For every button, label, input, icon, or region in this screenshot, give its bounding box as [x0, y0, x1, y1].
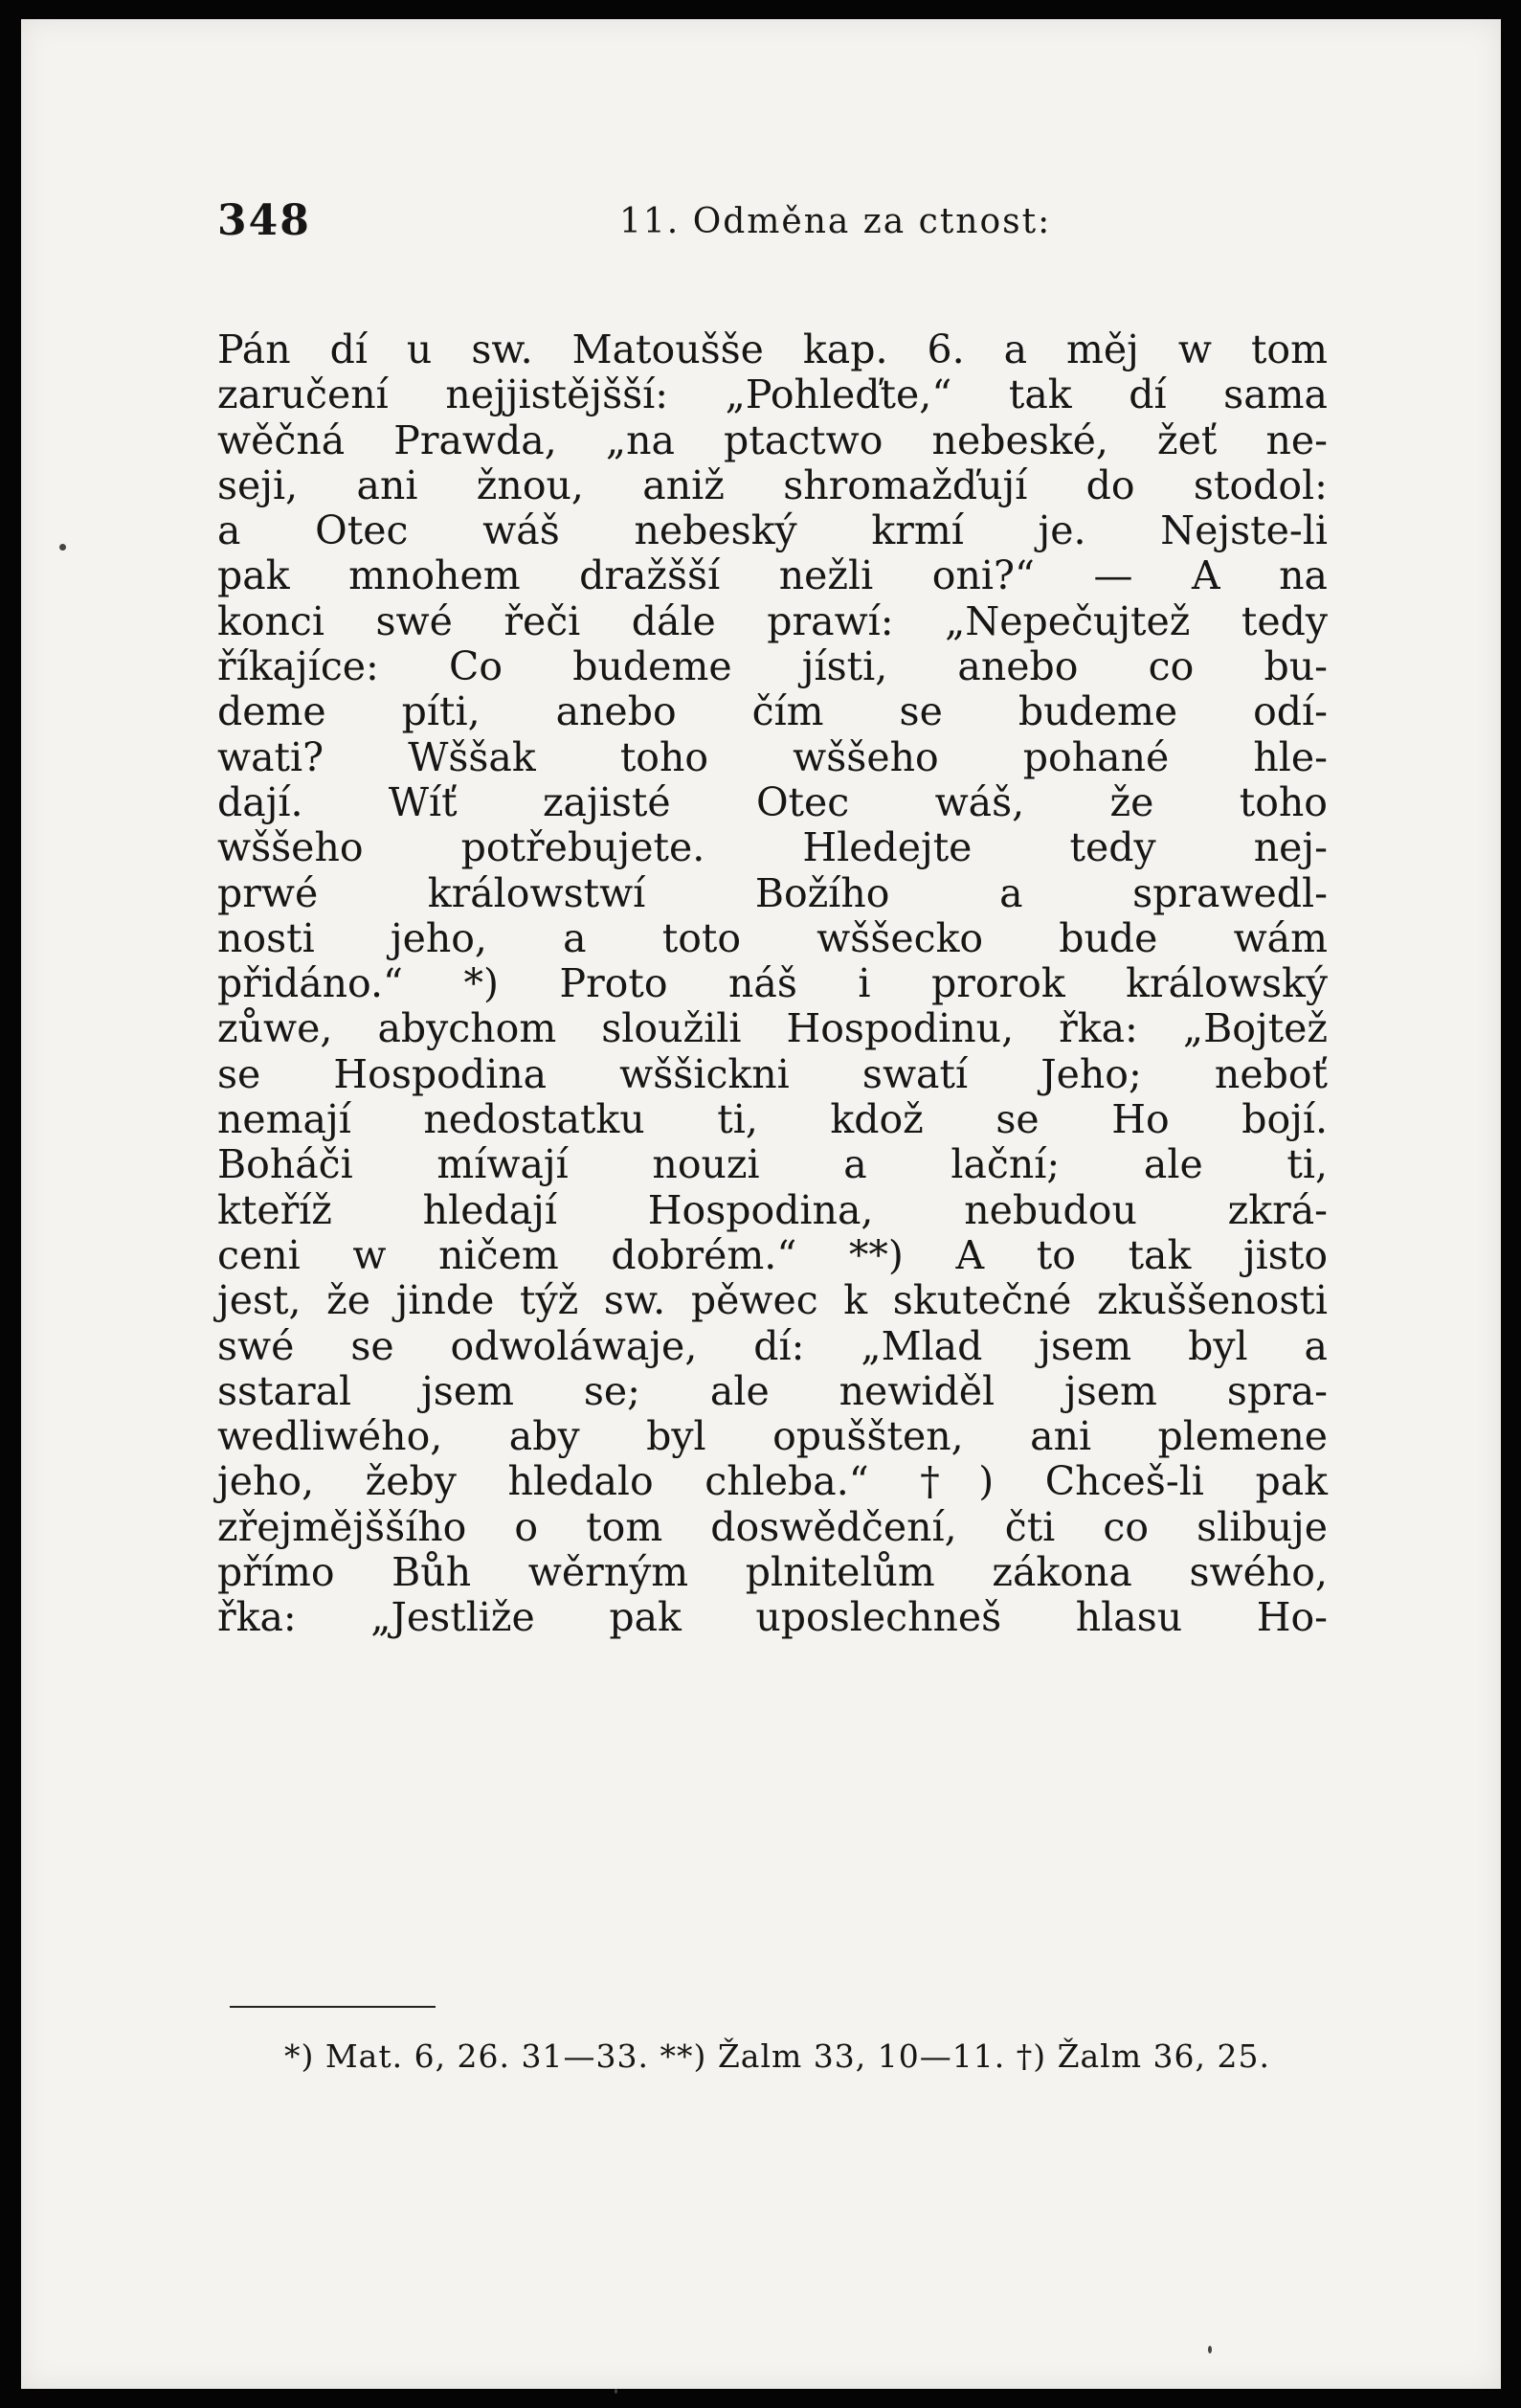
page-number: 348: [217, 196, 311, 245]
text-line: přímo Bůh wěrným plnitelům zákona swého,: [217, 1549, 1328, 1596]
text-line: řka: „Jestliže pak uposlechneš hlasu Ho-: [217, 1594, 1328, 1641]
text-line: wššeho potřebujete. Hledejte tedy nej-: [217, 824, 1328, 871]
text-line: zaručení nejjistějšší: „Pohleďte,“ tak dí sama: [217, 371, 1328, 418]
text-line: swé se odwoláwaje, dí: „Mlad jsem byl a: [217, 1322, 1328, 1369]
text-line: jest, že jinde týž sw. pěwec k skutečné zkuššenosti: [217, 1277, 1328, 1324]
text-line: přidáno.“ *) Proto náš i prorok králowský: [217, 960, 1328, 1007]
book-page: [21, 19, 1501, 2389]
footnote-rule: [230, 2006, 436, 2008]
text-line: pak mnohem dražšší nežli oni?“ — A na: [217, 552, 1328, 599]
text-line: zřejmějššího o tom doswědčení, čti co slibuje: [217, 1503, 1328, 1550]
text-line: dají. Wíť zajisté Otec wáš, že toho: [217, 778, 1328, 825]
paper-speck: [615, 2389, 617, 2394]
text-line: wěčná Prawda, „na ptactwo nebeské, žeť ne-: [217, 416, 1328, 463]
text-line: prwé králowstwí Božího a sprawedl-: [217, 869, 1328, 916]
text-line: Pán dí u sw. Matoušše kap. 6. a měj w tom: [217, 326, 1328, 372]
text-line: zůwe, abychom sloužili Hospodinu, řka: „Bojtež: [217, 1005, 1328, 1052]
running-head: 11. Odměna za ctnost:: [619, 202, 1052, 241]
footnotes: *) Mat. 6, 26. 31—33. **) Žalm 33, 10—11. †) Žalm 36, 25.: [284, 2037, 1270, 2075]
text-line: sstaral jsem se; ale newiděl jsem spra-: [217, 1367, 1328, 1414]
text-line: Boháči míwají nouzi a lační; ale ti,: [217, 1141, 1328, 1188]
body-text: [217, 327, 1328, 1641]
paper-speck: [1208, 2346, 1212, 2353]
text-line: se Hospodina wššickni swatí Jeho; neboť: [217, 1050, 1328, 1097]
text-line: a Otec wáš nebeský krmí je. Nejste-li: [217, 507, 1328, 554]
text-line: nosti jeho, a toto wššecko bude wám: [217, 914, 1328, 961]
text-line: konci swé řeči dále prawí: „Nepečujtež tedy: [217, 597, 1328, 644]
page-header: [217, 196, 1347, 273]
text-line: wati? Wššak toho wššeho pohané hle-: [217, 733, 1328, 780]
text-line: deme píti, anebo čím se budeme odí-: [217, 688, 1328, 735]
text-line: ceni w ničem dobrém.“ **) A to tak jisto: [217, 1231, 1328, 1278]
text-line: kteříž hledají Hospodina, nebudou zkrá-: [217, 1186, 1328, 1233]
text-line: seji, ani žnou, aniž shromažďují do stodol:: [217, 461, 1328, 508]
text-line: jeho, žeby hledalo chleba.“ †) Chceš-li pak: [217, 1458, 1328, 1505]
text-line: nemají nedostatku ti, kdož se Ho bojí.: [217, 1096, 1328, 1143]
paper-speck: [59, 544, 66, 551]
text-line: wedliwého, aby byl opuššten, ani plemene: [217, 1413, 1328, 1460]
text-line: říkajíce: Co budeme jísti, anebo co bu-: [217, 643, 1328, 690]
